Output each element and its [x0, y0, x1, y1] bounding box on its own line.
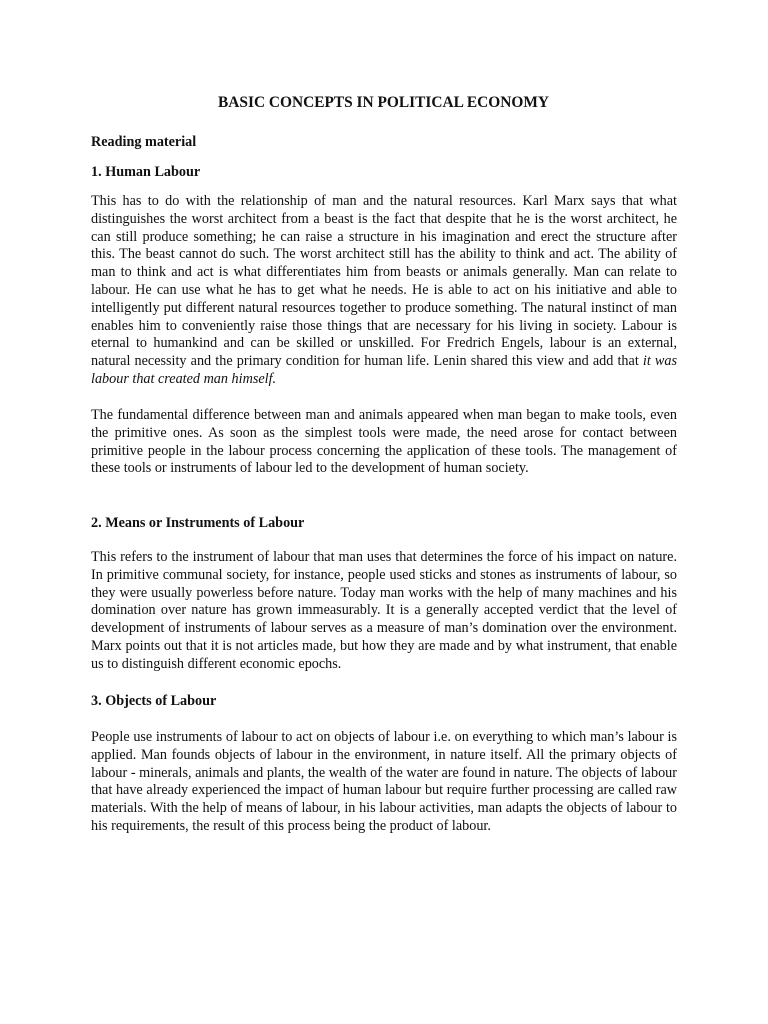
section-heading-objects-of-labour: 3. Objects of Labour: [91, 693, 217, 709]
paragraph-objects-of-labour: People use instruments of labour to act on objects of labour i.e. on everything to which man’s labour is applied. Man founds objects of labour in the environment, in nature itself. All the primary objects of labour - minerals, animals and plants, the wealth of the water are found in nature. The objects of labour that have already experienced the impact of human labour but require further processing are called raw materials. With the help of means of labour, in his labour activities, man adapts the objects of labour to his requirements, the result of this process being the product of labour.: [91, 729, 677, 834]
reading-material-label: Reading material: [91, 134, 197, 150]
document-title: BASIC CONCEPTS IN POLITICAL ECONOMY: [218, 94, 549, 111]
paragraph-means-of-labour: This refers to the instrument of labour that man uses that determines the force of his impact on nature. In primitive communal society, for instance, people used sticks and stones as instruments of labour, so they were usually powerless before nature. Today man works with the help of many machines and his domination over nature has grown immeasurably. It is a generally accepted verdict that the level of development of instruments of labour serves as a measure of man’s domination over the environment. Marx points out that it is not articles made, but how they are made and by what instrument, that enable us to distinguish different economic epochs.: [91, 549, 677, 672]
paragraph-text: This has to do with the relationship of man and the natural resources. Karl Marx says that what distinguishes the worst architect from a beast is the fact that despite that he is the worst architect, he can still produce something; he can raise a structure in his imagination and erect the structure after this. The beast cannot do such. The worst architect still has the ability to think and act. The ability of man to think and act is what differentiates him from beasts or animals generally. Man can relate to labour. He can use what he has to get what he needs. He is able to act on his initiative and able to intelligently put different natural resources together to produce something. The natural instinct of man enables him to conveniently raise those things that are necessary for his living in society. Labour is eternal to humankind and can be skilled or unskilled. For Fredrich Engels, labour is an external, natural necessity and the primary condition for human life. Lenin shared this view and add that: [91, 193, 677, 370]
section-heading-means-of-labour: 2. Means or Instruments of Labour: [91, 515, 305, 531]
paragraph-emphasis: it was labour that created man himself.: [91, 353, 678, 387]
section-heading-human-labour: 1. Human Labour: [91, 164, 201, 180]
paragraph-human-labour-1: [91, 193, 677, 389]
paragraph-human-labour-2: The fundamental difference between man and animals appeared when man began to make tools, even the primitive ones. As soon as the simplest tools were made, the need arose for contact between primitive people in the labour process concerning the application of these tools. The management of these tools or instruments of labour led to the development of human society.: [91, 407, 677, 477]
